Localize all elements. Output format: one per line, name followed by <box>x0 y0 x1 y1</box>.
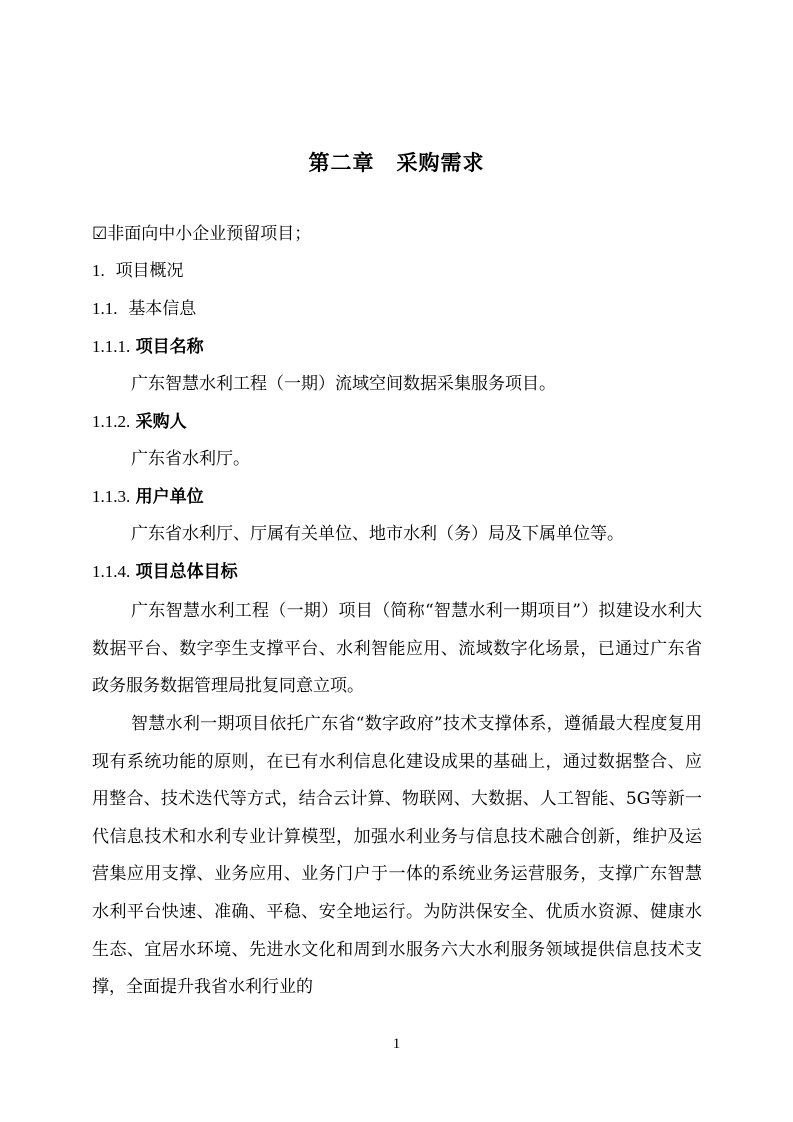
item-number: 1.1.3. <box>92 487 131 506</box>
section-number: 1.1. <box>92 299 118 318</box>
section-number: 1. <box>92 261 105 280</box>
item-content: 广东智慧水利工程（一期）流域空间数据采集服务项目。 <box>131 374 556 394</box>
item-heading-1-1-3 <box>92 485 204 509</box>
item-number: 1.1.2. <box>92 412 131 431</box>
body-paragraph: 智慧水利一期项目依托广东省“数字政府”技术支撑体系，遵循最大程度复用现有系统功能的原则，在已有水利信息化建设成果的基础上，通过数据整合、应用整合、技术迭代等方式，结合云计算、物联网、大数据、人工智能、5G等新一代信息技术和水利专业计算模型，加强水利业务与信息技术融合创新，维护及运营集应用支撑、业务应用、业务门户于一体的系统业务运营服务，支撑广东智慧水利平台快速、准确、平稳、安全地运行。为防洪保安全、优质水资源、健康水生态、宜居水环境、先进水文化和周到水服务六大水利服务领域提供信息技术支撑，全面提升我省水利行业的 <box>92 714 702 998</box>
item-number: 1.1.4. <box>92 562 131 581</box>
item-title: 项目总体目标 <box>135 562 238 582</box>
item-heading-1-1-2 <box>92 410 187 434</box>
item-title: 项目名称 <box>135 337 204 357</box>
body-paragraph: 广东智慧水利工程（一期）项目（简称“智慧水利一期项目”）拟建设水利大数据平台、数字孪生支撑平台、水利智能应用、流域数字化场景，已通过广东省政务服务数据管理局批复同意立项。 <box>92 601 702 697</box>
checkbox-statement: ☑非面向中小企业预留项目； <box>92 224 312 244</box>
section-heading-1-1 <box>92 297 196 321</box>
section-title: 项目概况 <box>115 261 184 281</box>
item-heading-1-1-4 <box>92 560 238 584</box>
item-title: 用户单位 <box>135 487 204 507</box>
item-content: 广东省水利厅、厅属有关单位、地市水利（务）局及下属单位等。 <box>131 524 624 544</box>
item-title: 采购人 <box>135 412 187 432</box>
item-number: 1.1.1. <box>92 337 131 356</box>
chapter-title: 第二章 采购需求 <box>308 150 485 175</box>
item-heading-1-1-1 <box>92 335 204 359</box>
section-heading-1 <box>92 259 184 283</box>
page-number: 1 <box>392 1036 401 1052</box>
section-title: 基本信息 <box>128 299 197 319</box>
item-content: 广东省水利厅。 <box>131 449 250 469</box>
